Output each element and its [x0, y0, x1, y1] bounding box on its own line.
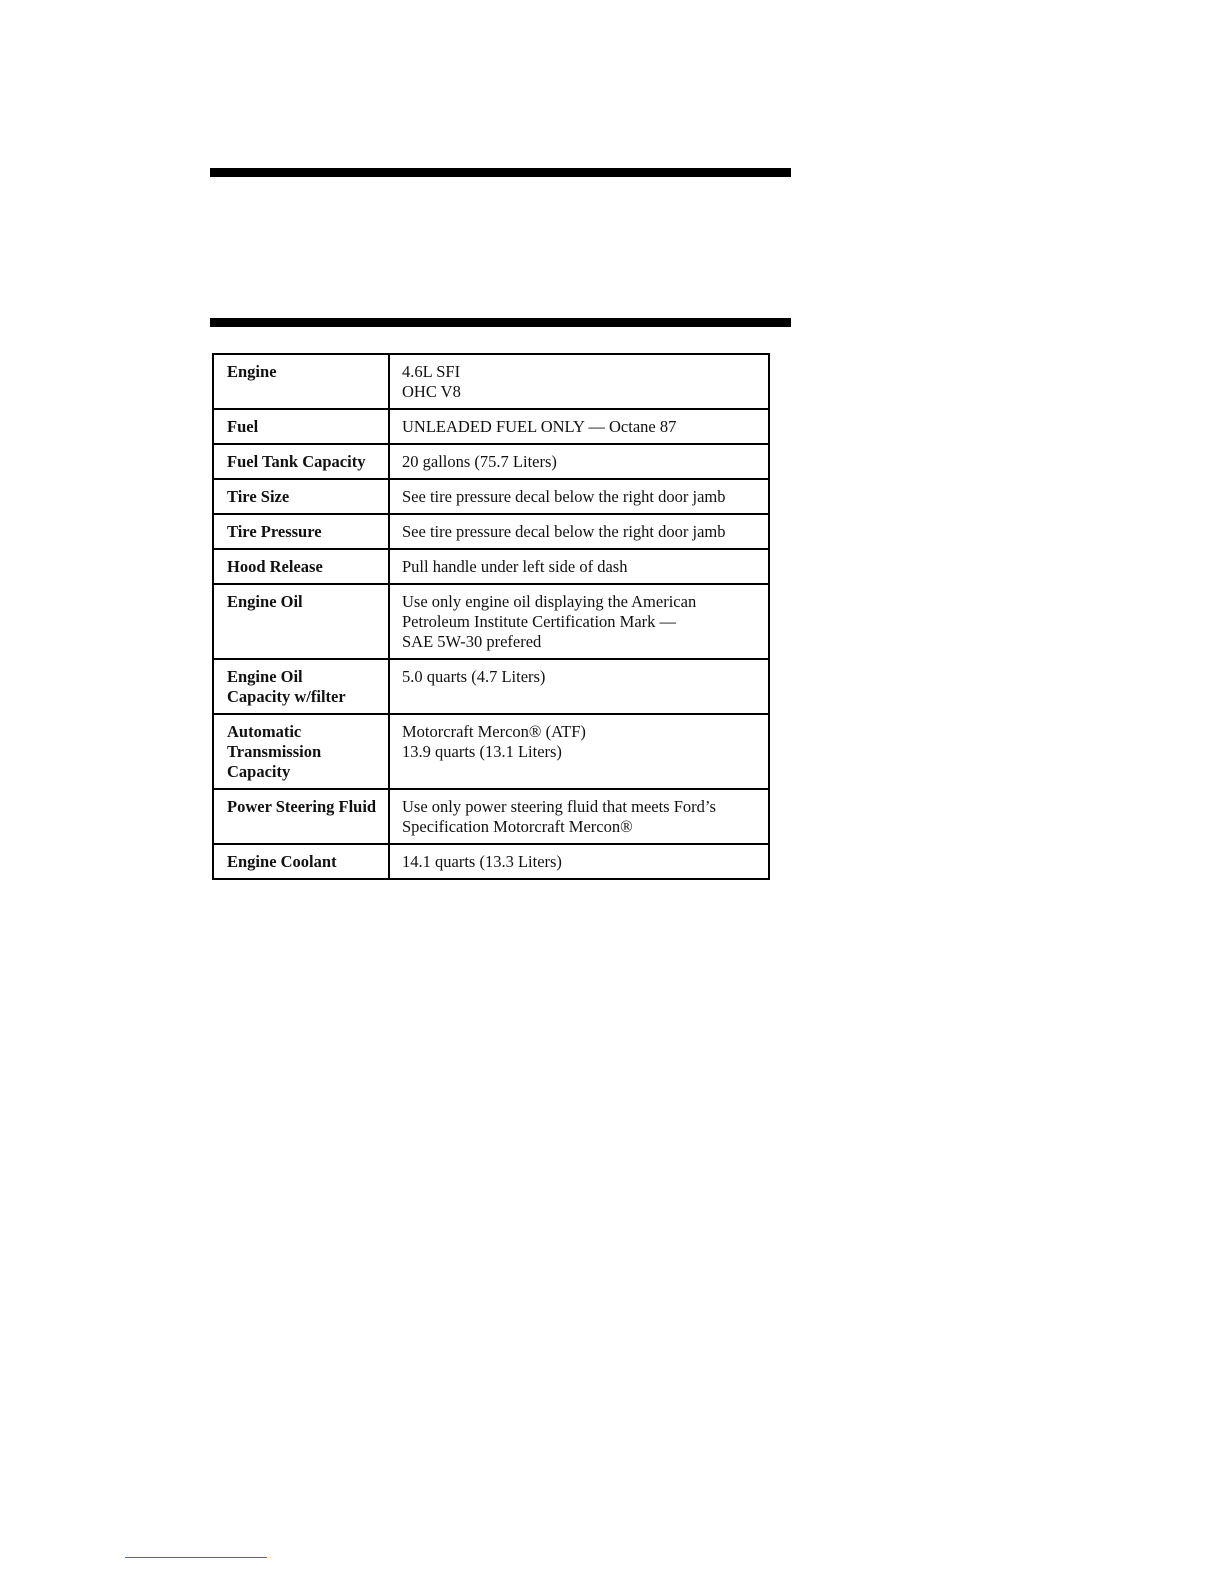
- header-rule-top: [210, 168, 791, 177]
- row-label: Hood Release: [213, 549, 389, 584]
- row-value: Use only power steering fluid that meets Ford’s Specification Motorcraft Mercon®: [389, 789, 769, 844]
- row-label: Automatic Transmission Capacity: [213, 714, 389, 789]
- row-value: Pull handle under left side of dash: [389, 549, 769, 584]
- header-rule-bottom: [210, 318, 791, 327]
- row-label: Power Steering Fluid: [213, 789, 389, 844]
- row-label: Engine Oil: [213, 584, 389, 659]
- row-label: Fuel Tank Capacity: [213, 444, 389, 479]
- footnote-divider: [125, 1557, 267, 1558]
- row-value: Use only engine oil displaying the American Petroleum Institute Certification Mark — SAE 5W-30 prefered: [389, 584, 769, 659]
- row-label: Tire Size: [213, 479, 389, 514]
- row-value: UNLEADED FUEL ONLY — Octane 87: [389, 409, 769, 444]
- row-value: See tire pressure decal below the right door jamb: [389, 514, 769, 549]
- table-row-fuel-tank-capacity: [213, 444, 769, 479]
- table-row-automatic-transmission: [213, 714, 769, 789]
- row-label: Engine: [213, 354, 389, 409]
- table-row-engine: [213, 354, 769, 409]
- table-row-engine-coolant: [213, 844, 769, 879]
- row-value: See tire pressure decal below the right door jamb: [389, 479, 769, 514]
- row-value: 20 gallons (75.7 Liters): [389, 444, 769, 479]
- table-row-tire-size: [213, 479, 769, 514]
- row-value: 14.1 quarts (13.3 Liters): [389, 844, 769, 879]
- row-value: 4.6L SFI OHC V8: [389, 354, 769, 409]
- row-label: Engine Coolant: [213, 844, 389, 879]
- row-value: Motorcraft Mercon® (ATF) 13.9 quarts (13.1 Liters): [389, 714, 769, 789]
- table-row-engine-oil-capacity: [213, 659, 769, 714]
- row-label: Fuel: [213, 409, 389, 444]
- row-value: 5.0 quarts (4.7 Liters): [389, 659, 769, 714]
- table-row-power-steering-fluid: [213, 789, 769, 844]
- table-row-fuel: [213, 409, 769, 444]
- specifications-table: [212, 353, 770, 880]
- table-row-tire-pressure: [213, 514, 769, 549]
- table-row-hood-release: [213, 549, 769, 584]
- row-label: Engine Oil Capacity w/filter: [213, 659, 389, 714]
- row-label: Tire Pressure: [213, 514, 389, 549]
- table-row-engine-oil: [213, 584, 769, 659]
